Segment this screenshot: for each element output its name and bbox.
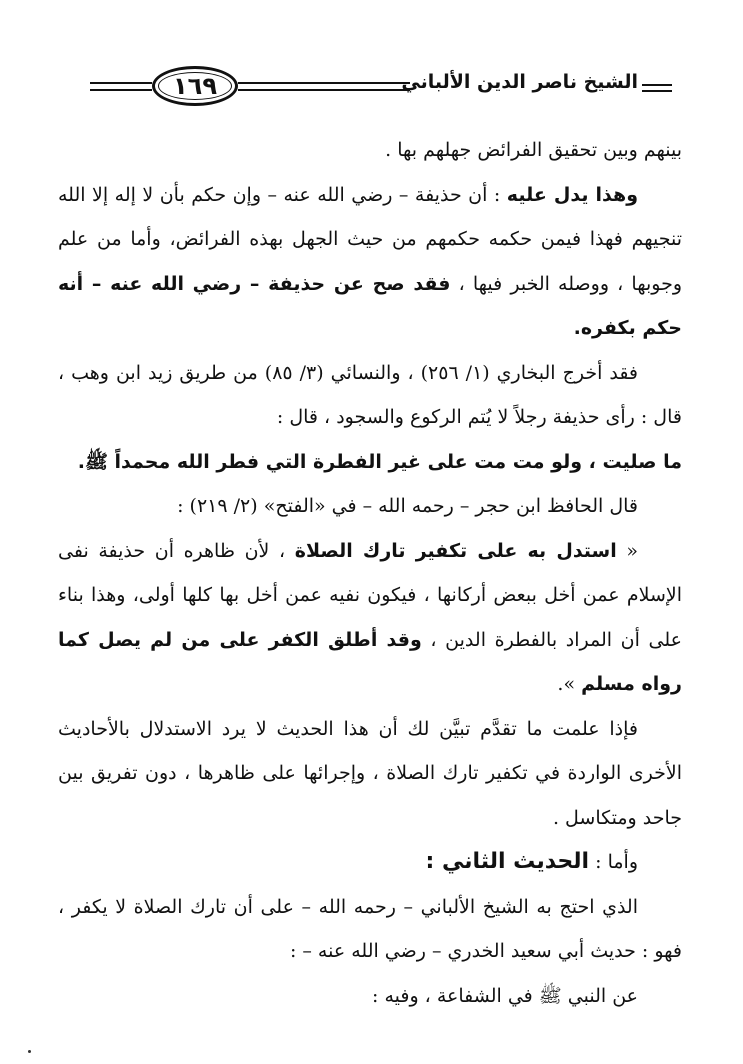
paragraph-2: وهذا يدل عليه : أن حذيفة – رضي الله عنه – وإن حكم بأن لا إله إلا الله تنجيهم فهذا فيمن حكمه حكمهم من حيث الجهل بهذه الفرائض، وأما من علم وجوبها ، ووصله الخبر فيها ، فقد صح عن حذيفة – رضي الله عنه – أنه حكم بكفره.	[58, 183, 682, 339]
section-title: الحديث الثاني :	[425, 849, 590, 874]
header-rule	[238, 89, 410, 91]
header-dash	[642, 84, 672, 86]
page-number-oval	[152, 66, 238, 106]
scan-speck	[28, 1050, 31, 1053]
quote-hudhayfa: ما صليت ، ولو مت مت على غير الفطرة التي فطر الله محمداً ﷺ.	[77, 450, 682, 473]
section-heading: وأما : الحديث الثاني :	[425, 849, 638, 874]
paragraph-3: فقد أخرج البخاري (١/ ٢٥٦) ، والنسائي (٣/ ٨٥) من طريق زيد ابن وهب ، قال : رأى حذيفة رجلاً لا يُتم الركوع والسجود ، قال :	[58, 361, 682, 428]
paragraph-10: عن النبي ﷺ في الشفاعة ، وفيه :	[372, 984, 638, 1007]
paragraph-1: بينهم وبين تحقيق الفرائض جهلهم بها .	[385, 139, 682, 161]
bold-phrase: فقد صح عن حذيفة – رضي الله عنه – أنه حكم بكفره.	[58, 272, 682, 339]
page-body	[58, 128, 682, 1018]
header-dash	[642, 90, 672, 92]
running-title: الشيخ ناصر الدين الألباني	[401, 71, 638, 93]
bold-phrase: استدل به على تكفير تارك الصلاة	[294, 539, 617, 562]
page-number: ١٦٩	[173, 72, 217, 100]
header-rule	[238, 82, 410, 84]
bold-phrase: وقد أطلق الكفر على من لم يصل كما رواه مسلم	[58, 628, 682, 695]
header-rule	[90, 82, 152, 84]
bold-phrase: وهذا يدل عليه	[506, 183, 639, 206]
quote-ibn-hajar: « استدل به على تكفير تارك الصلاة ، لأن ظاهره أن حذيفة نفى الإسلام عمن أخل ببعض أركانها ، فيكون نفيه عمن أخل بها كلها أولى، وهذا بناء على أن المراد بالفطرة الدين ، وقد أطلق الكفر على من لم يصل كما رواه مسلم ».	[58, 539, 682, 695]
page-header	[90, 62, 672, 114]
paragraph-9: الذي احتج به الشيخ الألباني – رحمه الله – على أن تارك الصلاة لا يكفر ، فهو : حديث أبي سعيد الخدري – رضي الله عنه – :	[58, 895, 682, 962]
paragraph-7: فإذا علمت ما تقدَّم تبيَّن لك أن هذا الحديث لا يرد الاستدلال بالأحاديث الأخرى الواردة في تكفير تارك الصلاة ، وإجرائها على ظاهرها ، دون تفريق بين جاحد ومتكاسل .	[58, 717, 682, 829]
paragraph-5: قال الحافظ ابن حجر – رحمه الله – في «الفتح» (٢/ ٢١٩) :	[177, 495, 638, 517]
header-rule	[90, 89, 152, 91]
